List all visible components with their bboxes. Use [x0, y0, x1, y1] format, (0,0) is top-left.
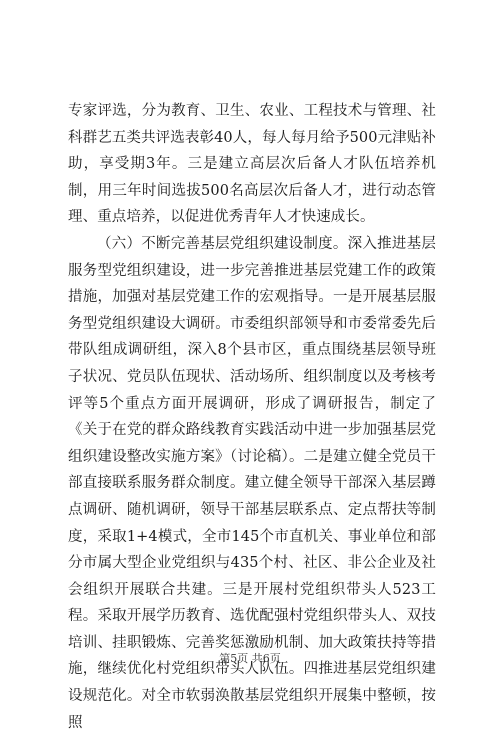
paragraph-1: 专家评选，分为教育、卫生、农业、工程技术与管理、社科群艺五类共评选表彰40人，每人每月给予500元津贴补助，享受期3年。三是建立高层次后备人才队伍培养机制，用三年时间选拔500名高层次后备人才，进行动态管理、重点培养，以促进优秀青年人才快速成长。 [68, 103, 436, 226]
page-number-footer: 第5页 共6页 [219, 652, 281, 665]
document-body [68, 98, 436, 736]
paragraph-2: （六）不断完善基层党组织建设制度。深入推进基层服务型党组织建设，进一步完善推进基层党建工作的政策措施，加强对基层党建工作的宏观指导。一是开展基层服务型党组织建设大调研。市委组织部领导和市委常委先后带队组成调研组，深入8个县市区，重点围绕基层领导班子状况、党员队伍现状、活动场所、组织制度以及考核考评等5个重点方面开展调研，形成了调研报告，制定了《关于在党的群众路线教育实践活动中进一步加强基层党组织建设整改实施方案》（讨论稿）。二是建立健全党员干部直接联系服务群众制度。建立健全领导干部深入基层蹲点调研、随机调研，领导干部基层联系点、定点帮扶等制度，采取1+4模式，全市145个市直机关、事业单位和部分市属大型企业党组织与435个村、社区、非公企业及社会组织开展联合共建。三是开展村党组织带头人523工程。采取开展学历教育、选优配强村党组织带头人、双技培训、挂职锻炼、完善奖惩激励机制、加大政策扶持等措施，继续优化村党组织带头人队伍。四推进基层党组织建设规范化。对全市软弱涣散基层党组织开展集中整顿，按照 [68, 235, 436, 731]
